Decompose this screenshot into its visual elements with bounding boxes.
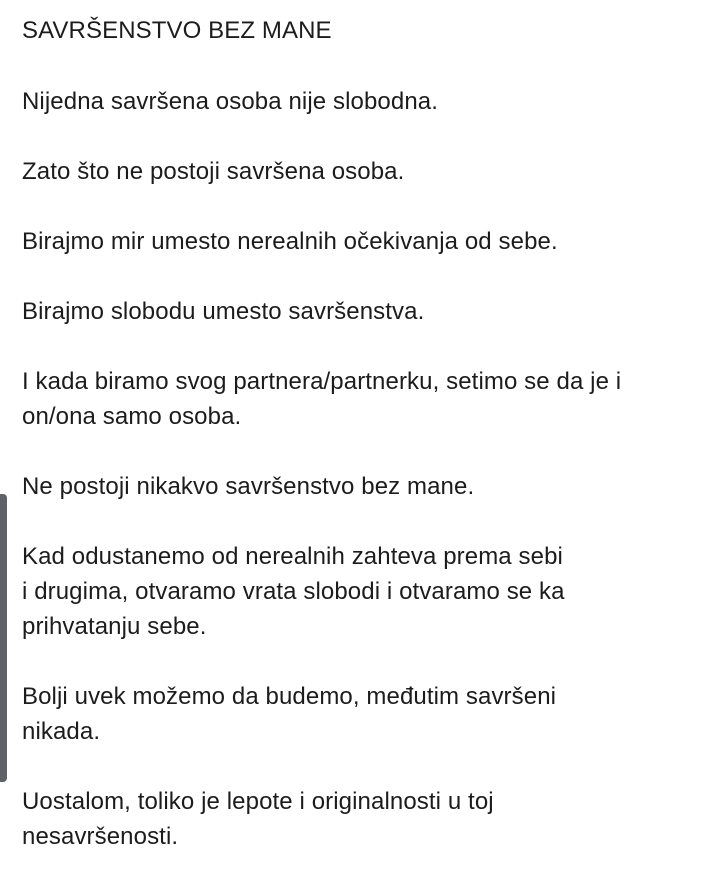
paragraph-line: nesavršenosti. xyxy=(22,823,179,850)
paragraph xyxy=(22,784,702,854)
paragraph xyxy=(22,84,702,119)
paragraph-line: prihvatanju sebe. xyxy=(22,613,207,640)
paragraph-line: Nijedna savršena osoba nije slobodna. xyxy=(22,88,438,115)
paragraph-line: i drugima, otvaramo vrata slobodi i otvaramo se ka xyxy=(22,578,565,605)
paragraph-line: Ne postoji nikakvo savršenstvo bez mane. xyxy=(22,473,475,500)
paragraph xyxy=(22,294,702,329)
paragraph-line: I kada biramo svog partnera/partnerku, setimo se da je i xyxy=(22,368,622,395)
paragraph xyxy=(22,224,702,259)
paragraph-line: Birajmo slobodu umesto savršenstva. xyxy=(22,298,425,325)
paragraph-line: Zato što ne postoji savršena osoba. xyxy=(22,158,405,185)
paragraph xyxy=(22,469,702,504)
paragraph-line: nikada. xyxy=(22,718,101,745)
document-body xyxy=(22,14,702,889)
paragraph-line: on/ona samo osoba. xyxy=(22,403,242,430)
paragraph xyxy=(22,154,702,189)
page-title: SAVRŠENSTVO BEZ MANE xyxy=(22,17,332,44)
paragraph xyxy=(22,679,702,749)
paragraph-line: Uostalom, toliko je lepote i originalnosti u toj xyxy=(22,788,494,815)
paragraph-line: Bolji uvek možemo da budemo, međutim savršeni xyxy=(22,683,557,710)
scrollbar-thumb[interactable] xyxy=(0,494,7,782)
paragraph xyxy=(22,539,702,644)
paragraph xyxy=(22,364,702,434)
paragraph-line: Kad odustanemo od nerealnih zahteva prema sebi xyxy=(22,543,563,570)
paragraph-line: Birajmo mir umesto nerealnih očekivanja od sebe. xyxy=(22,228,558,255)
